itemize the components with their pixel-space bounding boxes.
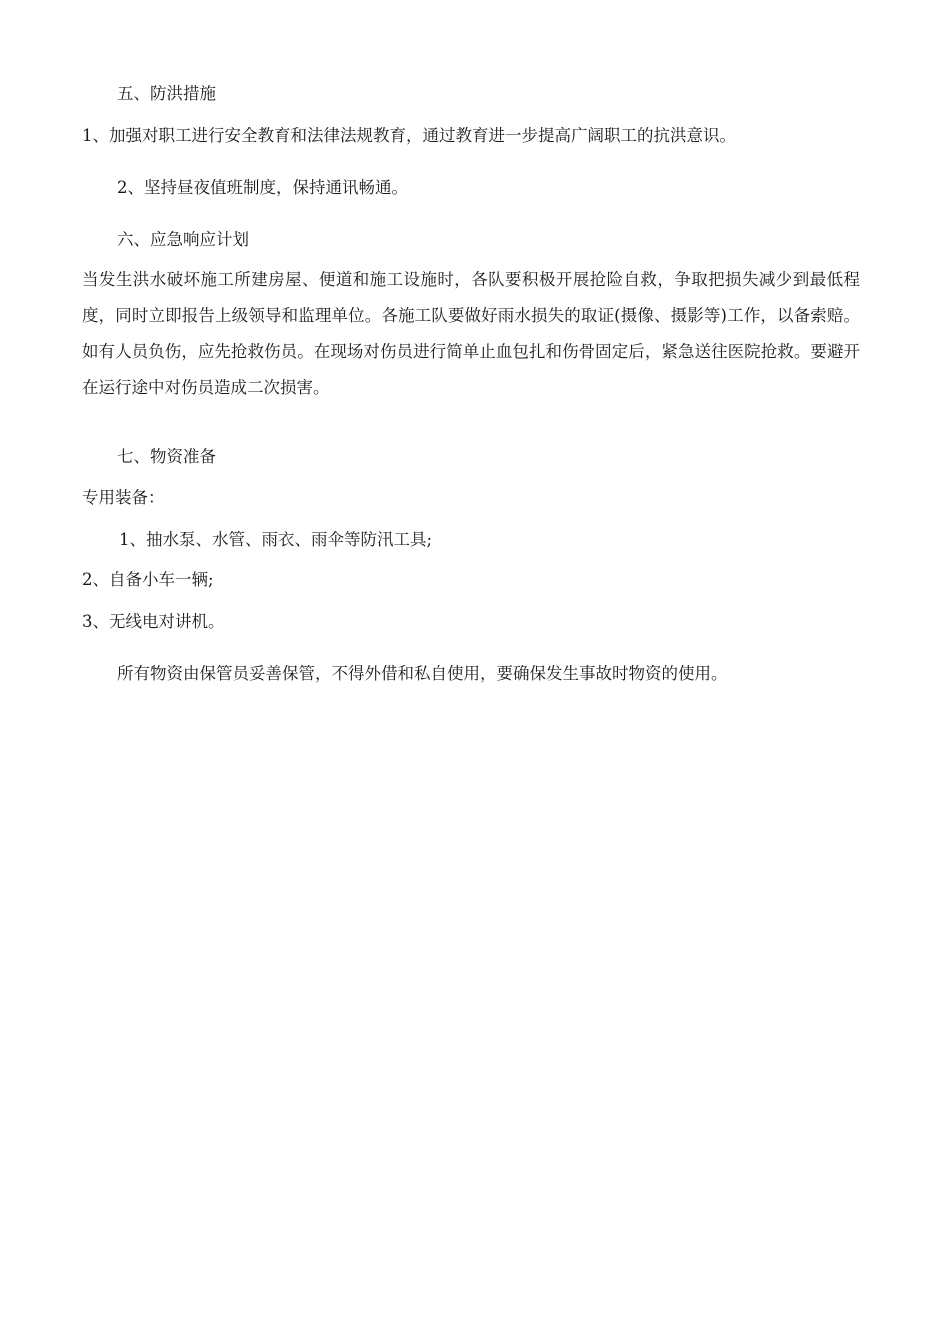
section-heading-materials: 七、物资准备 bbox=[117, 447, 216, 466]
equipment-item-1: 1、抽水泵、水管、雨衣、雨伞等防汛工具; bbox=[119, 530, 433, 549]
flood-measure-item-2: 2、坚持昼夜值班制度，保持通讯畅通。 bbox=[117, 178, 408, 197]
equipment-item-2: 2、自备小车一辆; bbox=[82, 570, 214, 589]
section-heading-emergency-response: 六、应急响应计划 bbox=[117, 230, 249, 249]
equipment-item-3: 3、无线电对讲机。 bbox=[82, 612, 225, 631]
materials-closing-paragraph: 所有物资由保管员妥善保管，不得外借和私自使用，要确保发生事故时物资的使用。 bbox=[117, 664, 728, 683]
equipment-label: 专用装备： bbox=[82, 488, 165, 507]
section-heading-flood-measures: 五、防洪措施 bbox=[117, 84, 216, 103]
emergency-response-paragraph: 当发生洪水破坏施工所建房屋、便道和施工设施时，各队要积极开展抢险自救，争取把损失减少到最低程度，同时立即报告上级领导和监理单位。各施工队要做好雨水损失的取证(摄像、摄影等)工作，以备索赔。如有人员负伤，应先抢救伤员。在现场对伤员进行简单止血包扎和伤骨固定后，紧急送往医院抢救。要避开在运行途中对伤员造成二次损害。 bbox=[82, 270, 860, 397]
flood-measure-item-1: 1、加强对职工进行安全教育和法律法规教育，通过教育进一步提高广阔职工的抗洪意识。 bbox=[82, 126, 736, 145]
